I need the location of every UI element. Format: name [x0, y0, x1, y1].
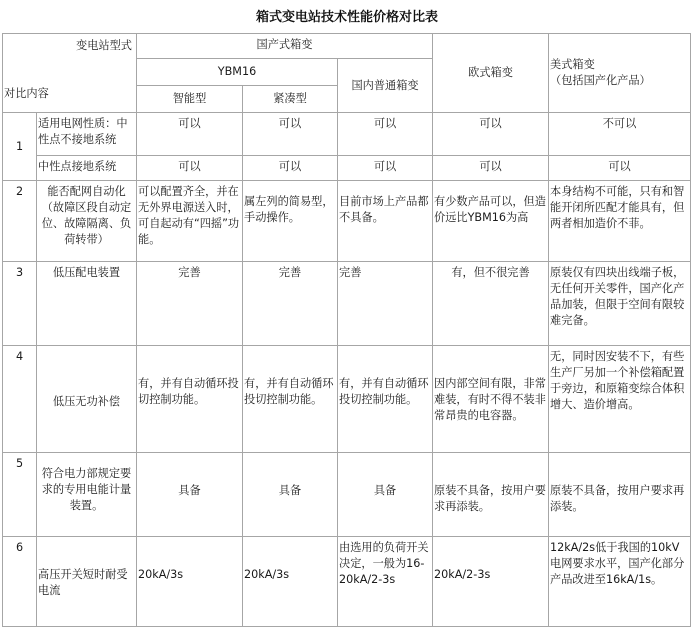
table-row-3	[3, 262, 691, 346]
cell-american: 原装不具备，按用户要求再添装。	[549, 453, 691, 537]
header-smart: 智能型	[137, 86, 243, 113]
cell-american: 可以	[549, 156, 691, 181]
cell-domestic-normal: 具备	[338, 453, 433, 537]
cell-smart: 20kA/3s	[137, 537, 243, 627]
header-european: 欧式箱变	[433, 34, 549, 113]
cell-european: 可以	[433, 113, 549, 156]
row-item: 高压开关短时耐受电流	[37, 537, 137, 627]
row-item: 中性点接地系统	[37, 156, 137, 181]
table-row-4	[3, 346, 691, 453]
row-item: 符合电力部规定要求的专用电能计量装置。	[37, 453, 137, 537]
header-corner-cell	[3, 34, 137, 113]
row-number: 4	[3, 346, 37, 453]
cell-smart: 可以配置齐全，并在无外界电源送入时，可自起动有“四摇”功能。	[137, 181, 243, 262]
cell-smart: 可以	[137, 156, 243, 181]
cell-european: 因内部空间有限，非常难装，有时不得不装非常昂贵的电容器。	[433, 346, 549, 453]
cell-domestic-normal: 有，并有自动循环投切控制功能。	[338, 346, 433, 453]
cell-domestic-normal: 目前市场上产品都不具备。	[338, 181, 433, 262]
header-american-label: 美式箱变	[550, 58, 595, 71]
cell-smart: 完善	[137, 262, 243, 346]
header-domestic-normal: 国内普通箱变	[338, 59, 433, 113]
table-row-1a	[3, 113, 691, 156]
corner-top-label: 变电站型式	[76, 39, 132, 52]
cell-american: 无，同时因安装不下，有些生产厂另加一个补偿箱配置于旁边，和原箱变综合体积增大、造价增高。	[549, 346, 691, 453]
cell-european: 有，但不很完善	[433, 262, 549, 346]
table-row-2	[3, 181, 691, 262]
comparison-table	[2, 33, 691, 627]
cell-domestic-normal: 可以	[338, 113, 433, 156]
cell-american: 本身结构不可能，只有和智能开闭所匹配才能具有，但两者相加造价不菲。	[549, 181, 691, 262]
row-item: 适用电网性质：中性点不接地系统	[37, 113, 137, 156]
cell-domestic-normal: 可以	[338, 156, 433, 181]
cell-american: 12kA/2s低于我国的10kV电网要求水平，国产化部分产品改进至16kA/1s。	[549, 537, 691, 627]
cell-compact: 完善	[243, 262, 338, 346]
header-ybm16: YBM16	[137, 59, 338, 86]
row-number: 5	[3, 453, 37, 537]
cell-european: 可以	[433, 156, 549, 181]
cell-compact: 具备	[243, 453, 338, 537]
cell-american: 原装仅有四块出线端子板，无任何开关零件，国产化产品加装，但限于空间有限较难完备。	[549, 262, 691, 346]
row-item: 能否配网自动化（故障区段自动定位、故障隔离、负荷转带）	[37, 181, 137, 262]
cell-smart: 具备	[137, 453, 243, 537]
cell-compact: 20kA/3s	[243, 537, 338, 627]
cell-compact: 有，并有自动循环投切控制功能。	[243, 346, 338, 453]
cell-compact: 可以	[243, 156, 338, 181]
header-domestic: 国产式箱变	[137, 34, 433, 59]
table-row-1b	[3, 156, 691, 181]
cell-smart: 可以	[137, 113, 243, 156]
row-item: 低压配电装置	[37, 262, 137, 346]
header-row-1	[3, 34, 691, 59]
cell-european: 20kA/2-3s	[433, 537, 549, 627]
cell-european: 原装不具备，按用户要求再添装。	[433, 453, 549, 537]
row-number: 3	[3, 262, 37, 346]
cell-compact: 属左列的简易型，手动操作。	[243, 181, 338, 262]
header-american-note: （包括国产化产品）	[550, 74, 651, 87]
row-number: 1	[3, 113, 37, 181]
header-compact: 紧凑型	[243, 86, 338, 113]
corner-bottom-label: 对比内容	[4, 87, 49, 100]
cell-domestic-normal: 完善	[338, 262, 433, 346]
row-item: 低压无功补偿	[37, 346, 137, 453]
table-row-6	[3, 537, 691, 627]
cell-compact: 可以	[243, 113, 338, 156]
table-row-5	[3, 453, 691, 537]
cell-smart: 有，并有自动循环投切控制功能。	[137, 346, 243, 453]
row-number: 6	[3, 537, 37, 627]
cell-american: 不可以	[549, 113, 691, 156]
cell-domestic-normal: 由选用的负荷开关决定，一般为16-20kA/2-3s	[338, 537, 433, 627]
row-number: 2	[3, 181, 37, 262]
header-american	[549, 34, 691, 113]
page-title: 箱式变电站技术性能价格对比表	[255, 10, 438, 25]
cell-european: 有少数产品可以，但造价远比YBM16为高	[433, 181, 549, 262]
